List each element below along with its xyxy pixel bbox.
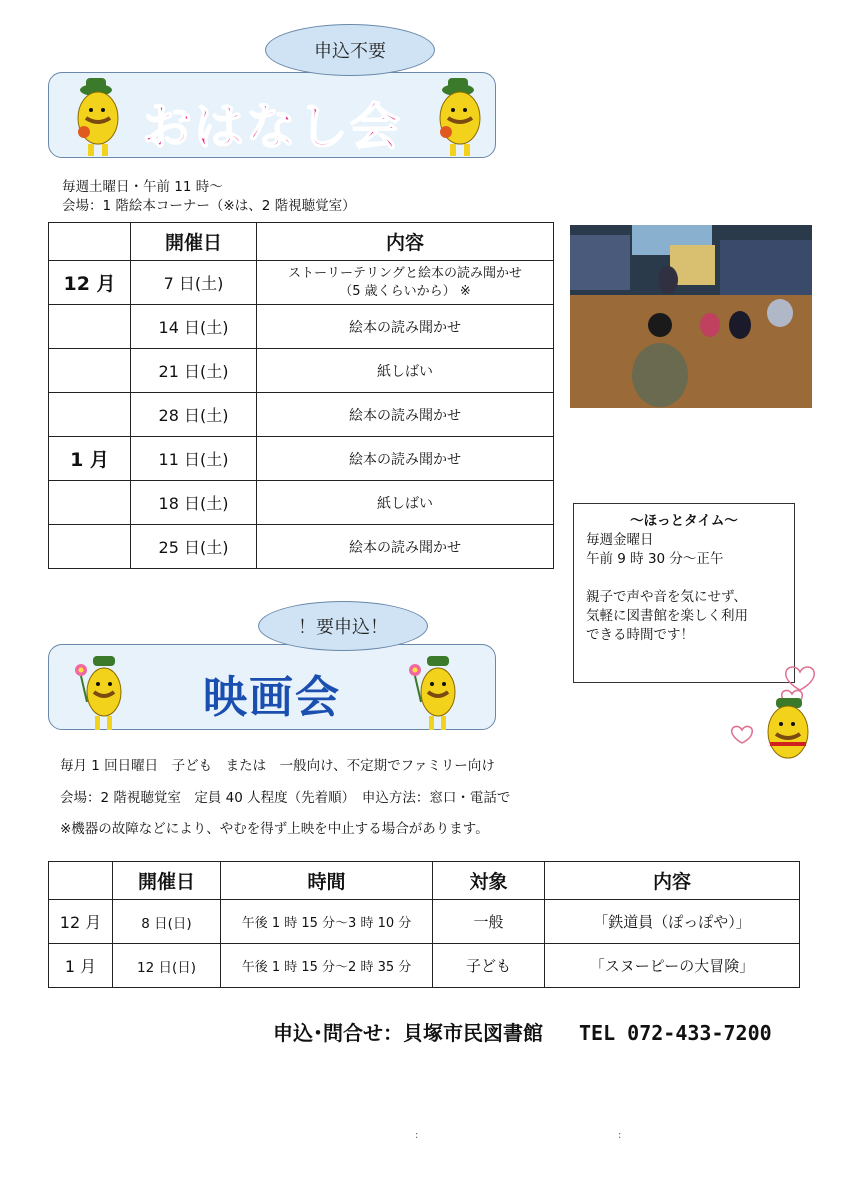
hot-time-day: 毎週金曜日 [586,532,654,548]
header-month [49,862,113,900]
no-registration-badge [265,24,435,76]
hot-time-title: ～ほっとタイム～ [630,513,738,529]
hot-time-desc: 親子で声や音を気にせず、 [586,589,747,605]
header-target: 対象 [433,862,545,900]
header-time: 時間 [221,862,433,900]
hot-time-desc: できる時間です！ [586,627,694,643]
phone-number: TEL 072-433-7200 [579,1021,772,1045]
month-cell: 12 月 [49,900,113,944]
movie-schedule: 毎月 1 回日曜日 子ども または 一般向け、不定期でファミリー向け [60,758,495,774]
month-cell: 1 月 [49,437,131,481]
content-cell: 絵本の読み聞かせ [257,393,554,437]
content-cell: 絵本の読み聞かせ [257,437,554,481]
content-cell: 「鉄道員（ぽっぽや）」 [545,900,800,944]
content-cell: 「スヌーピーの大冒険」 [545,944,800,988]
header-date: 開催日 [113,862,221,900]
storytime-table [48,222,554,569]
content-line-sub: （5 歳くらいから） ※ [339,283,471,299]
hot-time-time: 午前 9 時 30 分～正午 [586,551,724,567]
date-cell: 14 日(土) [131,305,257,349]
registration-required-badge [258,601,428,651]
content-cell: 絵本の読み聞かせ [257,525,554,569]
date-cell: 18 日(土) [131,481,257,525]
hot-time-desc: 気軽に図書館を楽しく利用 [586,608,748,624]
header-date: 開催日 [131,223,257,261]
storytime-schedule: 毎週土曜日・午前 11 時～ [62,179,223,195]
content-cell: 紙しばい [257,481,554,525]
no-registration-label: 申込不要 [314,41,386,62]
stray-mark: : [618,1130,622,1141]
movie-venue: 会場：2 階視聴覚室 定員 40 人程度（先着順） 申込方法：窓口・電話で [60,790,511,806]
time-cell: 午後 1 時 15 分～3 時 10 分 [221,900,433,944]
target-cell: 子ども [433,944,545,988]
header-content: 内容 [257,223,554,261]
storytime-venue: 会場：1 階絵本コーナー（※は、2 階視聴覚室） [62,198,356,214]
stray-mark: : [415,1130,419,1141]
movie-notice: ※機器の故障などにより、やむを得ず上映を中止する場合があります。 [60,821,489,837]
date-cell: 12 日(日) [113,944,221,988]
month-cell [49,481,131,525]
content-line: ストーリーテリングと絵本の読み聞かせ [287,265,522,281]
date-cell: 11 日(土) [131,437,257,481]
month-cell: 1 月 [49,944,113,988]
time-cell: 午後 1 時 15 分～2 時 35 分 [221,944,433,988]
month-cell [49,305,131,349]
date-cell: 7 日(土) [131,261,257,305]
date-cell: 21 日(土) [131,349,257,393]
hearts-decoration-icon [730,660,820,770]
header-content: 内容 [545,862,800,900]
contact-label: 申込･問合せ：貝塚市民図書館 [273,1021,543,1045]
content-cell: 紙しばい [257,349,554,393]
storytime-photo [570,225,812,408]
mascot-flower-right-icon [400,648,464,734]
mascot-right-icon [434,72,488,158]
target-cell: 一般 [433,900,545,944]
month-cell: 12 月 [49,261,131,305]
movie-title: 映画会 [203,672,341,723]
mascot-left-icon [72,72,126,158]
content-cell [257,261,554,305]
mascot-flower-left-icon [66,648,130,734]
month-cell [49,525,131,569]
month-cell [49,393,131,437]
content-cell: 絵本の読み聞かせ [257,305,554,349]
date-cell: 25 日(土) [131,525,257,569]
date-cell: 28 日(土) [131,393,257,437]
month-cell [49,349,131,393]
contact-footer [273,1017,772,1046]
registration-required-label: ！要申込！ [298,617,388,638]
date-cell: 8 日(日) [113,900,221,944]
movie-table [48,861,800,988]
hot-time-box [573,503,795,683]
storytime-title: おはなし会 [142,98,402,156]
header-month [49,223,131,261]
